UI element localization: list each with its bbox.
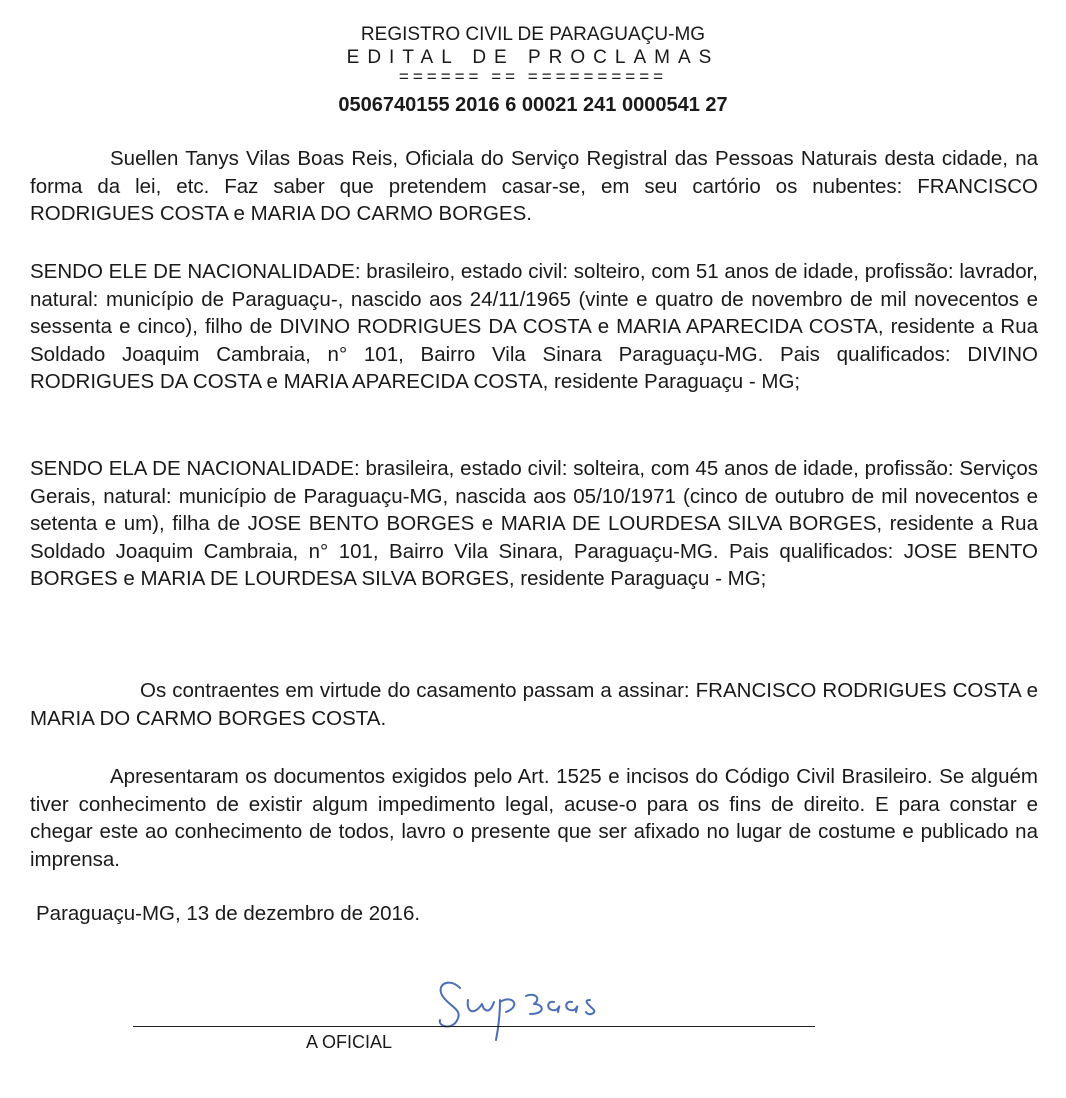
document-title: EDITAL DE PROCLAMAS bbox=[346, 47, 720, 68]
registry-name: REGISTRO CIVIL DE PARAGUAÇU-MG bbox=[360, 24, 706, 45]
date-line: Paraguaçu-MG, 13 de dezembro de 2016. bbox=[36, 902, 421, 925]
registration-number: 0506740155 2016 6 00021 241 0000541 27 bbox=[338, 94, 728, 116]
bride-paragraph: SENDO ELA DE NACIONALIDADE: brasileira, estado civil: solteira, com 45 anos de idade, profissão: Serviços Gerais, natural: município de Paraguaçu-MG, nascida aos 05/10/1971 (cinco de outubro de mil novecentos e setenta e um), filha de JOSE BENTO BORGES e MARIA DE LOURDESA SILVA BORGES, residente a Rua Soldado Joaquim Cambraia, n° 101, Bairro Vila Sinara, Paraguaçu-MG. Pais qualificados: JOSE BENTO BORGES e MARIA DE LOURDESA SILVA BORGES, residente Paraguaçu - MG; bbox=[30, 457, 1038, 590]
intro-paragraph: Suellen Tanys Vilas Boas Reis, Oficiala do Serviço Registral das Pessoas Naturais desta cidade, na forma da lei, etc. Faz saber que pretendem casar-se, em seu cartório os nubentes: FRANCISCO RODRIGUES COSTA e MARIA DO CARMO BORGES. bbox=[30, 147, 1038, 225]
names-paragraph: Os contraentes em virtude do casamento passam a assinar: FRANCISCO RODRIGUES COSTA e MARIA DO CARMO BORGES COSTA. bbox=[30, 679, 1038, 730]
signature-label: A OFICIAL bbox=[306, 1032, 393, 1052]
closing-paragraph: Apresentaram os documentos exigidos pelo Art. 1525 e incisos do Código Civil Brasileiro. Se alguém tiver conhecimento de existir algum impedimento legal, acuse-o para os fins de direito. E para constar e chegar este ao conhecimento de todos, lavro o presente que ser afixado no lugar de costume e publicado na imprensa. bbox=[30, 765, 1038, 871]
handwritten-signature bbox=[430, 966, 620, 1046]
title-underline: ====== == ========== bbox=[398, 67, 668, 86]
groom-paragraph: SENDO ELE DE NACIONALIDADE: brasileiro, estado civil: solteiro, com 51 anos de idade, profissão: lavrador, natural: município de Paraguaçu-, nascido aos 24/11/1965 (vinte e quatro de novembro de mil novecentos e sessenta e cinco), filho de DIVINO RODRIGUES DA COSTA e MARIA APARECIDA COSTA, residente a Rua Soldado Joaquim Cambraia, n° 101, Bairro Vila Sinara Paraguaçu-MG. Pais qualificados: DIVINO RODRIGUES DA COSTA e MARIA APARECIDA COSTA, residente Paraguaçu - MG; bbox=[30, 260, 1038, 393]
signature-line bbox=[133, 1026, 815, 1027]
